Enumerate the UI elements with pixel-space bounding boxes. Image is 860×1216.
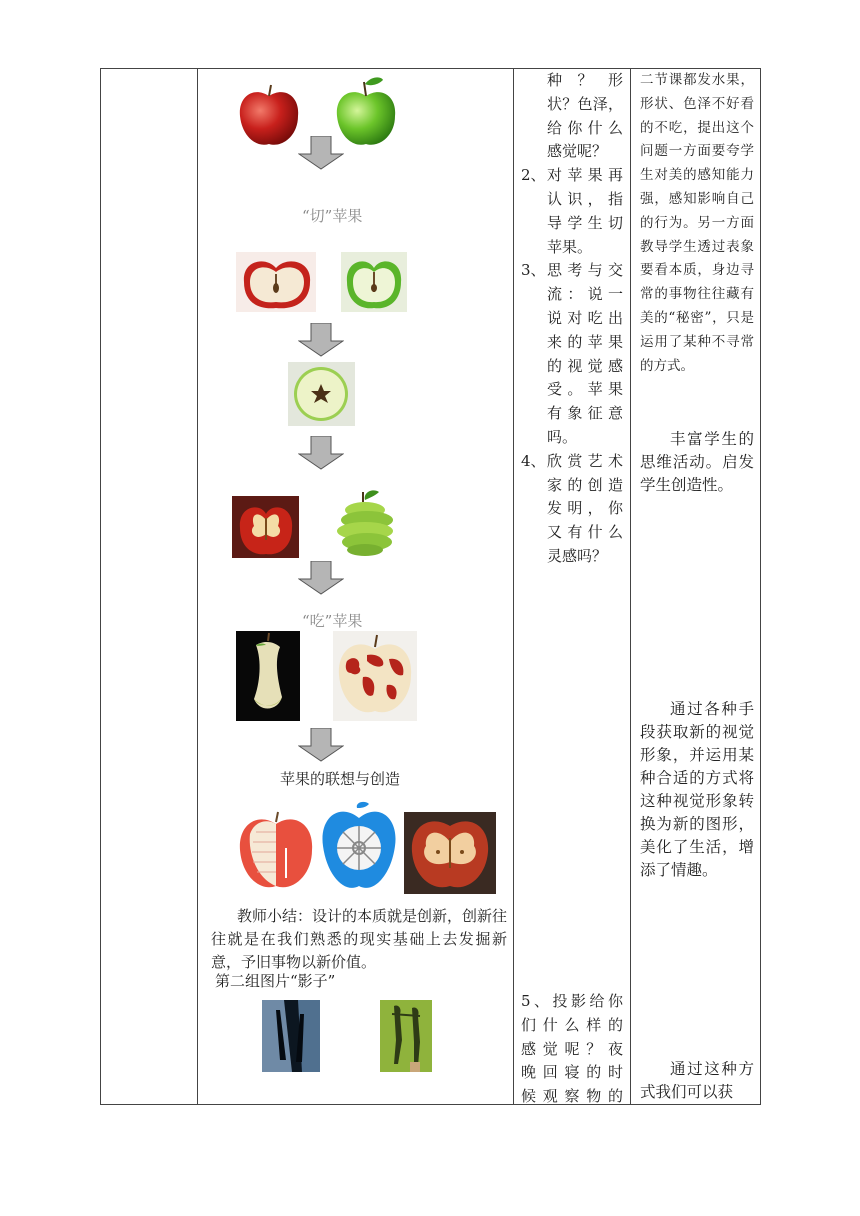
down-arrow-icon [298, 561, 344, 595]
grass-shadow-image [380, 1000, 432, 1072]
cut-red-apple-image [236, 252, 316, 312]
list-item-3: 3、 思考与交 流：说一 说对吃出 来的苹果 的视觉感 受。苹果 有象征意 吗。 [521, 261, 623, 446]
table-col-border-1 [100, 68, 101, 1105]
table-col-border-2 [197, 68, 198, 1105]
list-item-4: 4、 欣赏艺术 家的创造 发明，你 又有什么 灵感吗？ [521, 451, 623, 565]
list-item-5: 5、投影给你 们什么样的 感觉呢？夜 晚回寝的时 候观察物的 [521, 992, 623, 1106]
world-map-apple-image [333, 631, 417, 721]
down-arrow-icon [298, 136, 344, 170]
intent-paragraph-1: 二节课都发水果，形状、色泽不好看的不吃，提出这个问题一方面要夸学生对美的感知能力强，感知影响自己的行为。另一方面教导学生透过表象要看本质，身边寻常的事物往往藏有美的“秘密”，只是运用了某种不寻常的方式。 [640, 72, 754, 374]
activity-column [521, 69, 623, 569]
down-arrow-icon [298, 436, 344, 470]
red-apple-image [236, 82, 302, 150]
item-1-continuation: 种 ？ 形 状？色泽， 给 你 什 么 感觉呢？ [547, 71, 623, 161]
table-col-border-4 [630, 68, 631, 1105]
group2-title: 第二组图片“影子” [215, 972, 336, 990]
sliced-green-apple-image [333, 486, 401, 558]
table-col-border-3 [513, 68, 514, 1105]
table-col-border-5 [760, 68, 761, 1105]
night-shadow-image [262, 1000, 320, 1072]
teacher-summary: 教师小结：设计的本质就是创新，创新往往就是在我们熟悉的现实基础上去发掘新意，予旧事物以新价值。 [211, 907, 508, 971]
table-bottom-border [100, 1104, 761, 1105]
apple-core-image [236, 631, 300, 721]
notepad-apple-image [236, 808, 316, 894]
down-arrow-icon [298, 728, 344, 762]
down-arrow-icon [298, 323, 344, 357]
butterfly-carving-apple-image [404, 812, 496, 894]
design-intent-paragraph-3: 通过各种手段获取新的视觉形象，并运用某种合适的方式将这种视觉形象转换为新的图形，美化了生活，增添了情趣。 [640, 700, 754, 879]
design-intent-paragraph-2: 丰富学生的思维活动。启发学生创造性。 [640, 430, 754, 494]
blue-apple-slicer-image [319, 800, 399, 894]
butterfly-carved-apple-image [232, 496, 299, 558]
design-intent-paragraph-4: 通过这种方式我们可以获 [640, 1060, 754, 1101]
list-item-2: 2、 对苹果再 认识，指 导学生切 苹果。 [521, 166, 623, 256]
apple-cross-section-star-image [288, 362, 355, 426]
eat-apple-caption: “吃”苹果 [302, 612, 363, 630]
design-intent-column [640, 69, 754, 378]
apple-association-caption: 苹果的联想与创造 [280, 770, 401, 788]
cut-apple-caption: “切”苹果 [302, 207, 363, 225]
cut-green-apple-image [341, 252, 407, 312]
